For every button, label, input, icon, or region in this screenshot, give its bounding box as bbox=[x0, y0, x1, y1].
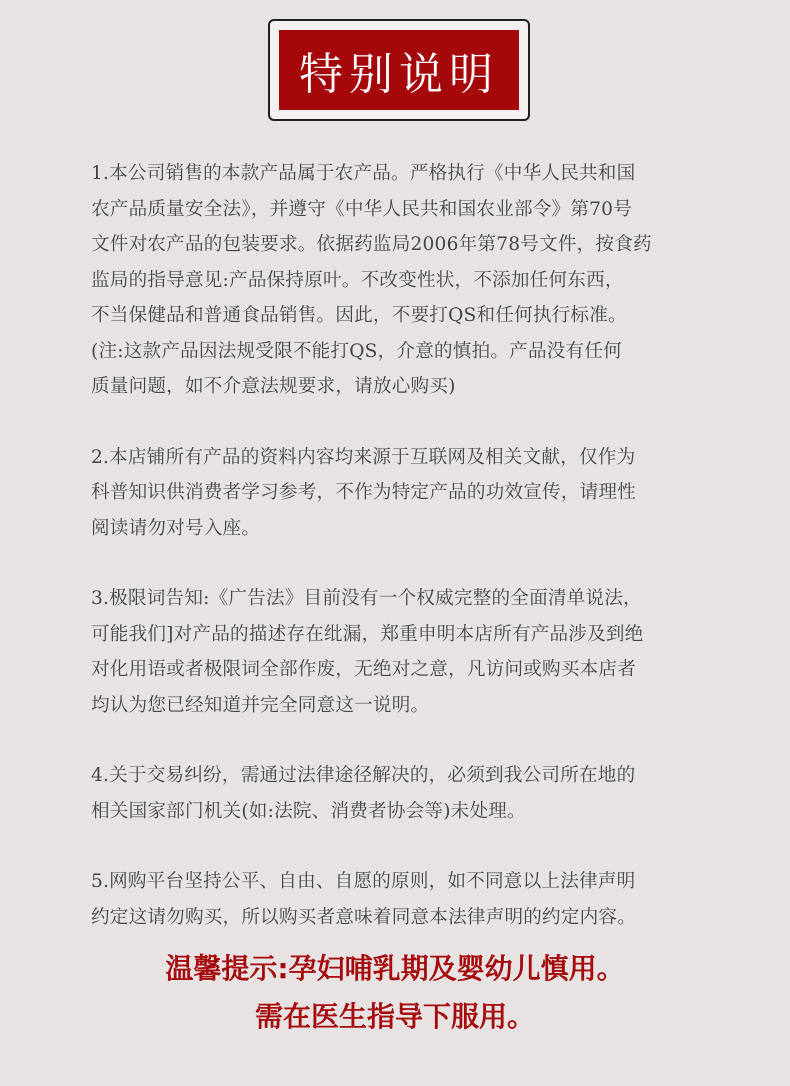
paragraph-line: 均认为您已经知道并完全同意这一说明。 bbox=[91, 694, 430, 716]
paragraph-line: 科普知识供消费者学习参考，不作为特定产品的功效宣传，请理性 bbox=[91, 482, 637, 503]
paragraph-line: 农产品质量安全法》，并遵守《中华人民共和国农业部令》第70号 bbox=[91, 198, 632, 220]
paragraph-line: 5.网购平台坚持公平、自由、自愿的原则，如不同意以上法律声明 bbox=[91, 871, 636, 892]
warning-notice bbox=[0, 945, 790, 1041]
paragraph-line: 可能我们]对产品的描述存在纰漏，郑重申明本店所有产品涉及到绝 bbox=[91, 623, 644, 645]
paragraph-line: 对化用语或者极限词全部作废，无绝对之意，凡访问或购买本店者 bbox=[91, 659, 637, 680]
warning-line-2: 需在医生指导下服用。 bbox=[254, 1000, 535, 1033]
notice-paragraph-1 bbox=[91, 156, 706, 405]
notice-paragraph-4 bbox=[91, 758, 706, 829]
notice-paragraph-5 bbox=[91, 864, 706, 935]
paragraph-line: 相关国家部门机关(如:法院、消费者协会等)未处理。 bbox=[91, 800, 526, 822]
paragraph-line: 不当保健品和普通食品销售。因此，不要打QS和任何执行标准。 bbox=[91, 305, 627, 326]
paragraph-line: 约定这请勿购买，所以购买者意味着同意本法律声明的约定内容。 bbox=[91, 906, 637, 928]
paragraph-line: 4.关于交易纠纷，需通过法律途径解决的，必须到我公司所在地的 bbox=[91, 765, 636, 786]
paragraph-line: 监局的指导意见:产品保持原叶。不改变性状，不添加任何东西， bbox=[91, 269, 624, 291]
paragraph-line: 质量问题，如不介意法规要求，请放心购买) bbox=[91, 376, 456, 397]
warning-line-1: 温馨提示:孕妇哺乳期及婴幼儿慎用。 bbox=[165, 952, 625, 985]
paragraph-line: 阅读请勿对号入座。 bbox=[91, 517, 261, 539]
notice-body bbox=[91, 156, 706, 970]
paragraph-line: 1.本公司销售的本款产品属于农产品。严格执行《中华人民共和国 bbox=[91, 163, 636, 184]
page-title: 特别说明 bbox=[299, 49, 499, 100]
notice-paragraph-2 bbox=[91, 440, 706, 547]
paragraph-line: 3.极限词告知:《广告法》目前没有一个权威完整的全面清单说法， bbox=[91, 588, 642, 609]
notice-paragraph-3 bbox=[91, 581, 706, 723]
paragraph-line: (注:这款产品因法规受限不能打QS，介意的慎拍。产品没有任何 bbox=[91, 340, 622, 362]
title-badge bbox=[268, 19, 530, 121]
paragraph-line: 文件对农产品的包装要求。依据药监局2006年第78号文件，按食药 bbox=[91, 234, 652, 255]
paragraph-line: 2.本店铺所有产品的资料内容均来源于互联网及相关文献，仅作为 bbox=[91, 446, 636, 468]
title-badge-fill bbox=[279, 30, 519, 110]
